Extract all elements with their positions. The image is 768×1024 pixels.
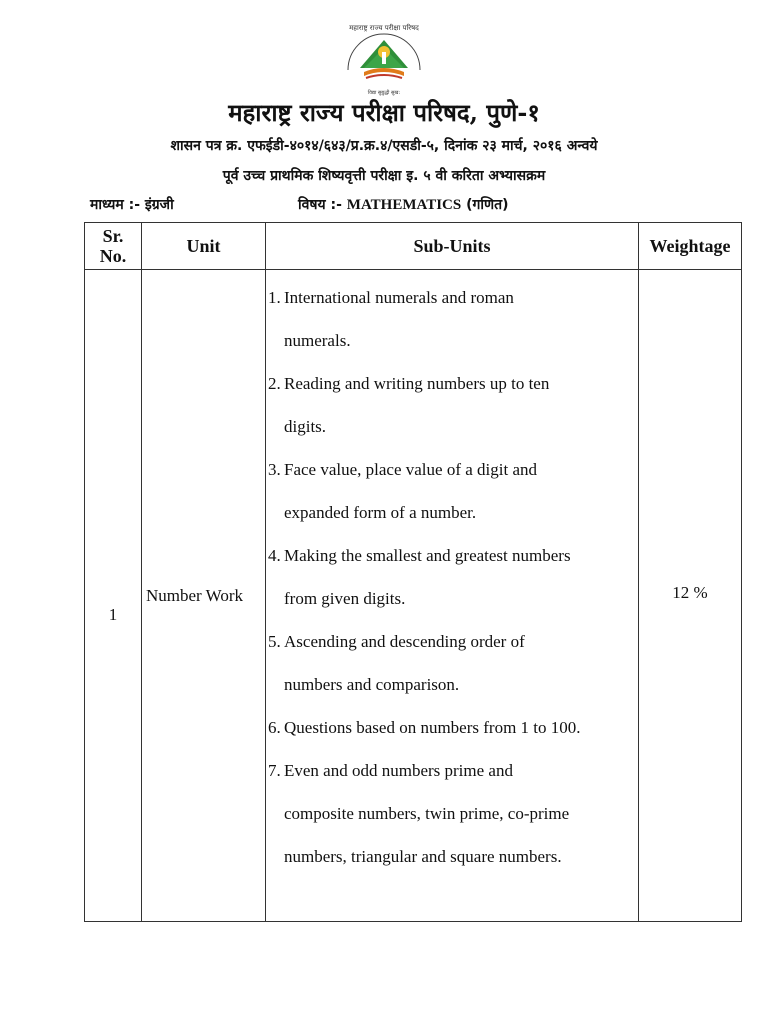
subunit-text-line: from given digits. <box>284 589 406 608</box>
subunit-text-line: digits. <box>284 417 327 436</box>
exam-line: पूर्व उच्च प्राथमिक शिष्यवृत्ती परीक्षा इ. ५ वी करिता अभ्यासक्रम <box>222 168 546 184</box>
subunit-text-line: International numerals and roman <box>284 288 514 307</box>
header-unit: Unit <box>142 223 266 270</box>
row-weightage: 12 % <box>639 270 742 922</box>
subunit-text-line: Questions based on numbers from 1 to 100. <box>284 718 581 737</box>
subject-marathi: (गणित) <box>466 197 509 213</box>
list-item <box>266 534 638 620</box>
row-sr-no: 1 <box>85 270 142 922</box>
medium-label: माध्यम :- इंग्रजी <box>90 197 174 213</box>
svg-text:महाराष्ट्र राज्य परीक्षा परिषद: महाराष्ट्र राज्य परीक्षा परिषद <box>349 24 419 32</box>
subunit-text-line: Ascending and descending order of <box>284 632 525 651</box>
subunit-number: 1. <box>268 288 281 307</box>
list-item <box>266 362 638 448</box>
subunit-text-line: numbers and comparison. <box>284 675 460 694</box>
subunit-number: 7. <box>268 761 281 780</box>
board-logo <box>334 18 434 102</box>
subunit-text-line: composite numbers, twin prime, co-prime <box>284 804 570 823</box>
subunit-text-line: Reading and writing numbers up to ten <box>284 374 550 393</box>
board-emblem-icon <box>334 18 434 102</box>
subunit-number: 4. <box>268 546 281 565</box>
board-title: महाराष्ट्र राज्य परीक्षा परिषद, पुणे-१ <box>228 98 540 127</box>
subunit-list <box>266 276 638 878</box>
table-row <box>85 270 742 922</box>
reference-line: शासन पत्र क्र. एफईडी-४०१४/६४३/प्र.क्र.४/एसडी-५, दिनांक २३ मार्च, २०१६ अन्वये <box>170 138 598 154</box>
subunit-text-line: Even and odd numbers prime and <box>284 761 513 780</box>
svg-text:विद्या सुबुद्धी सुख:: विद्या सुबुद्धी सुख: <box>367 90 401 96</box>
header-sr-no: Sr. No. <box>85 223 142 270</box>
subunit-text-line: numbers, triangular and square numbers. <box>284 847 562 866</box>
subject-prefix: विषय :- <box>298 197 342 213</box>
header-subunits: Sub-Units <box>266 223 639 270</box>
subject-label <box>298 194 509 216</box>
list-item <box>266 706 638 749</box>
subunit-text-line: Making the smallest and greatest numbers <box>284 546 571 565</box>
row-unit: Number Work <box>142 270 266 922</box>
subunit-number: 5. <box>268 632 281 651</box>
subunit-number: 3. <box>268 460 281 479</box>
list-item <box>266 620 638 706</box>
subunit-number: 2. <box>268 374 281 393</box>
subunit-text-line: numerals. <box>284 331 351 350</box>
subunit-text-line: Face value, place value of a digit and <box>284 460 537 479</box>
subunit-number: 6. <box>268 718 281 737</box>
subject-english: MATHEMATICS <box>346 197 462 213</box>
list-item <box>266 448 638 534</box>
medium-subject-row <box>90 194 710 216</box>
list-item <box>266 749 638 878</box>
list-item <box>266 276 638 362</box>
syllabus-table <box>84 222 742 922</box>
table-header-row <box>85 223 742 270</box>
subunit-text-line: expanded form of a number. <box>284 503 477 522</box>
row-subunits <box>266 270 639 922</box>
header-weightage: Weightage <box>639 223 742 270</box>
